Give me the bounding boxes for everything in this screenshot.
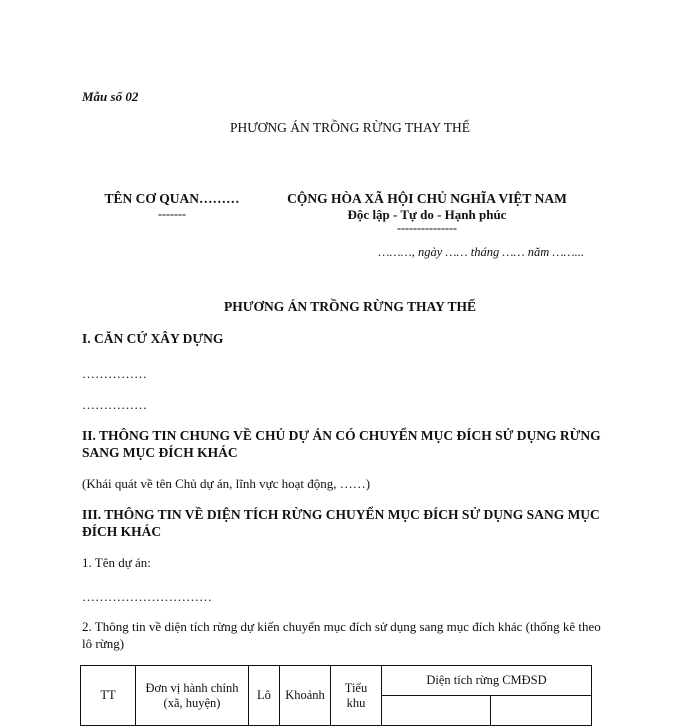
national-motto: Độc lập - Tự do - Hạnh phúc: [347, 207, 507, 222]
agency-name: TÊN CƠ QUAN………: [104, 191, 240, 206]
section-3-heading: III. THÔNG TIN VỀ DIỆN TÍCH RỪNG CHUYỂN MỤC ĐÍCH SỬ DỤNG SANG MỤC ĐÍCH KHÁC: [82, 507, 600, 539]
item-1-dots: …………………………: [82, 589, 212, 604]
place-date-line: ………, ngày …… tháng …… năm ……...: [378, 245, 584, 259]
item-1-label: 1. Tên dự án:: [82, 555, 151, 570]
motto-underline: ---------------: [397, 221, 457, 235]
subheader-cell-1: [382, 696, 491, 726]
section-2-heading: II. THÔNG TIN CHUNG VỀ CHỦ DỰ ÁN CÓ CHUYỂN MỤC ĐÍCH SỬ DỤNG RỪNG SANG MỤC ĐÍCH KHÁC: [82, 428, 601, 460]
section-1-line-1: ……………: [82, 366, 147, 381]
section-1-heading: I. CĂN CỨ XÂY DỰNG: [82, 331, 224, 346]
header-converted-area: Diện tích rừng CMĐSD: [382, 666, 592, 696]
top-title: PHƯƠNG ÁN TRỒNG RỪNG THAY THẾ: [229, 120, 471, 135]
item-2-label: 2. Thông tin về diện tích rừng dự kiến chuyển mục đích sử dụng sang mục đích khác (thống kê theo lô rừng): [82, 619, 601, 651]
main-title: PHƯƠNG ÁN TRỒNG RỪNG THAY THẾ: [224, 299, 476, 314]
header-lot: Lô: [249, 666, 280, 726]
header-plot: Khoảnh: [280, 666, 331, 726]
header-tt: TT: [81, 666, 136, 726]
header-admin-unit: Đơn vị hành chính (xã, huyện): [136, 666, 249, 726]
country-name: CỘNG HÒA XÃ HỘI CHỦ NGHĨA VIỆT NAM: [287, 191, 567, 206]
agency-underline: -------: [158, 207, 186, 221]
subheader-cell-2: [491, 696, 592, 726]
section-2-note: (Khái quát về tên Chủ dự án, lĩnh vực hoạt động, ……): [82, 476, 371, 491]
form-number: Mẫu số 02: [82, 89, 139, 104]
section-1-line-2: ……………: [82, 397, 147, 412]
header-subzone: Tiểu khu: [331, 666, 382, 726]
forest-area-table: [80, 665, 592, 726]
